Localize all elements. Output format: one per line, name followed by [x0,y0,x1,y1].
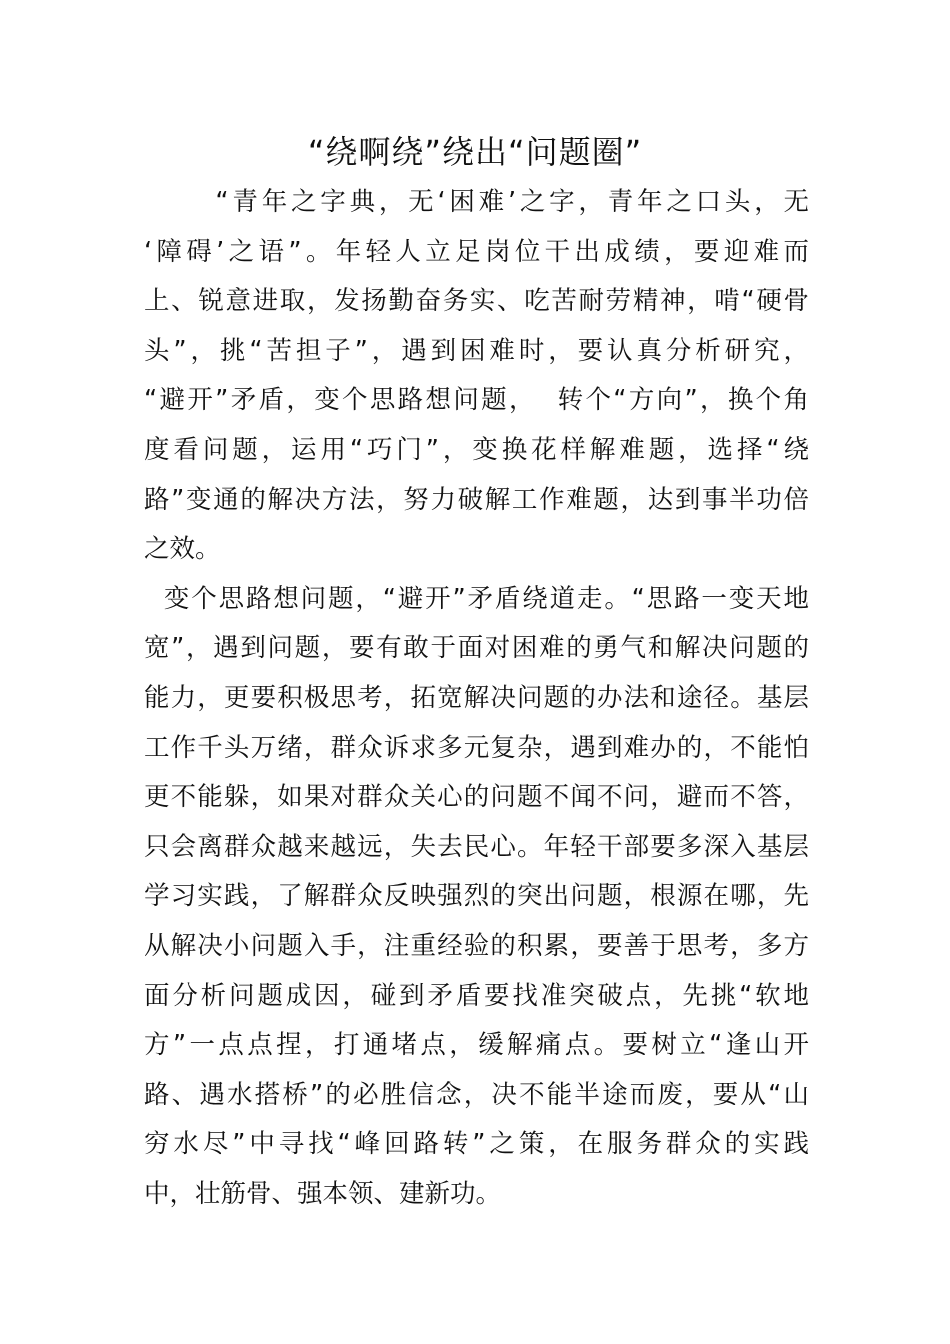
text-line: 中，壮筋骨、强本领、建新功。 [144,1178,502,1209]
text-line: 能力，更要积极思考，拓宽解决问题的办法和途径。基层 [144,682,809,713]
text-line: 上、锐意进取，发扬勤奋务实、吃苦耐劳精神，啃“硬骨 [144,286,809,317]
text-line: 学习实践，了解群众反映强烈的突出问题，根源在哪，先 [144,881,809,912]
text-line: 变个思路想问题，“避开”矛盾绕道走。“思路一变天地 [144,583,809,614]
document-title: “绕啊绕”绕出“问题圈” [307,133,643,171]
text-line: 宽”，遇到问题，要有敢于面对困难的勇气和解决问题的 [144,633,809,664]
text-line: 穷水尽”中寻找“峰回路转”之策，在服务群众的实践 [144,1129,809,1160]
text-line: 之效。 [144,534,221,565]
document-body [144,178,809,1219]
text-line: 面分析问题成因，碰到矛盾要找准突破点，先挑“软地 [144,980,809,1011]
text-line: 方”一点点捏，打通堵点，缓解痛点。要树立“逢山开 [144,1030,809,1061]
text-line: 从解决小问题入手，注重经验的积累，要善于思考，多方 [144,930,809,961]
text-line: 更不能躲，如果对群众关心的问题不闻不问，避而不答， [144,782,809,813]
paragraph-1 [144,178,809,575]
text-line: “青年之字典，无‘困难’之字，青年之口头，无 [144,187,809,217]
text-line: 路、遇水搭桥”的必胜信念，决不能半途而废，要从“山 [144,1079,809,1110]
text-line: 头”，挑“苦担子”，遇到困难时，要认真分析研究， [144,335,809,366]
text-line: 工作千头万绪，群众诉求多元复杂，遇到难办的，不能怕 [144,732,809,763]
text-line: 路”变通的解决方法，努力破解工作难题，达到事半功倍 [144,484,809,515]
text-line: ‘障碍’之语”。年轻人立足岗位干出成绩，要迎难而 [144,236,809,267]
text-line: 只会离群众越来越远，失去民心。年轻干部要多深入基层 [144,831,809,862]
text-line: “避开”矛盾，变个思路想问题， 转个“方向”，换个角 [144,385,809,416]
paragraph-2 [144,575,809,1220]
text-line: 度看问题，运用“巧门”，变换花样解难题，选择“绕 [144,434,809,465]
